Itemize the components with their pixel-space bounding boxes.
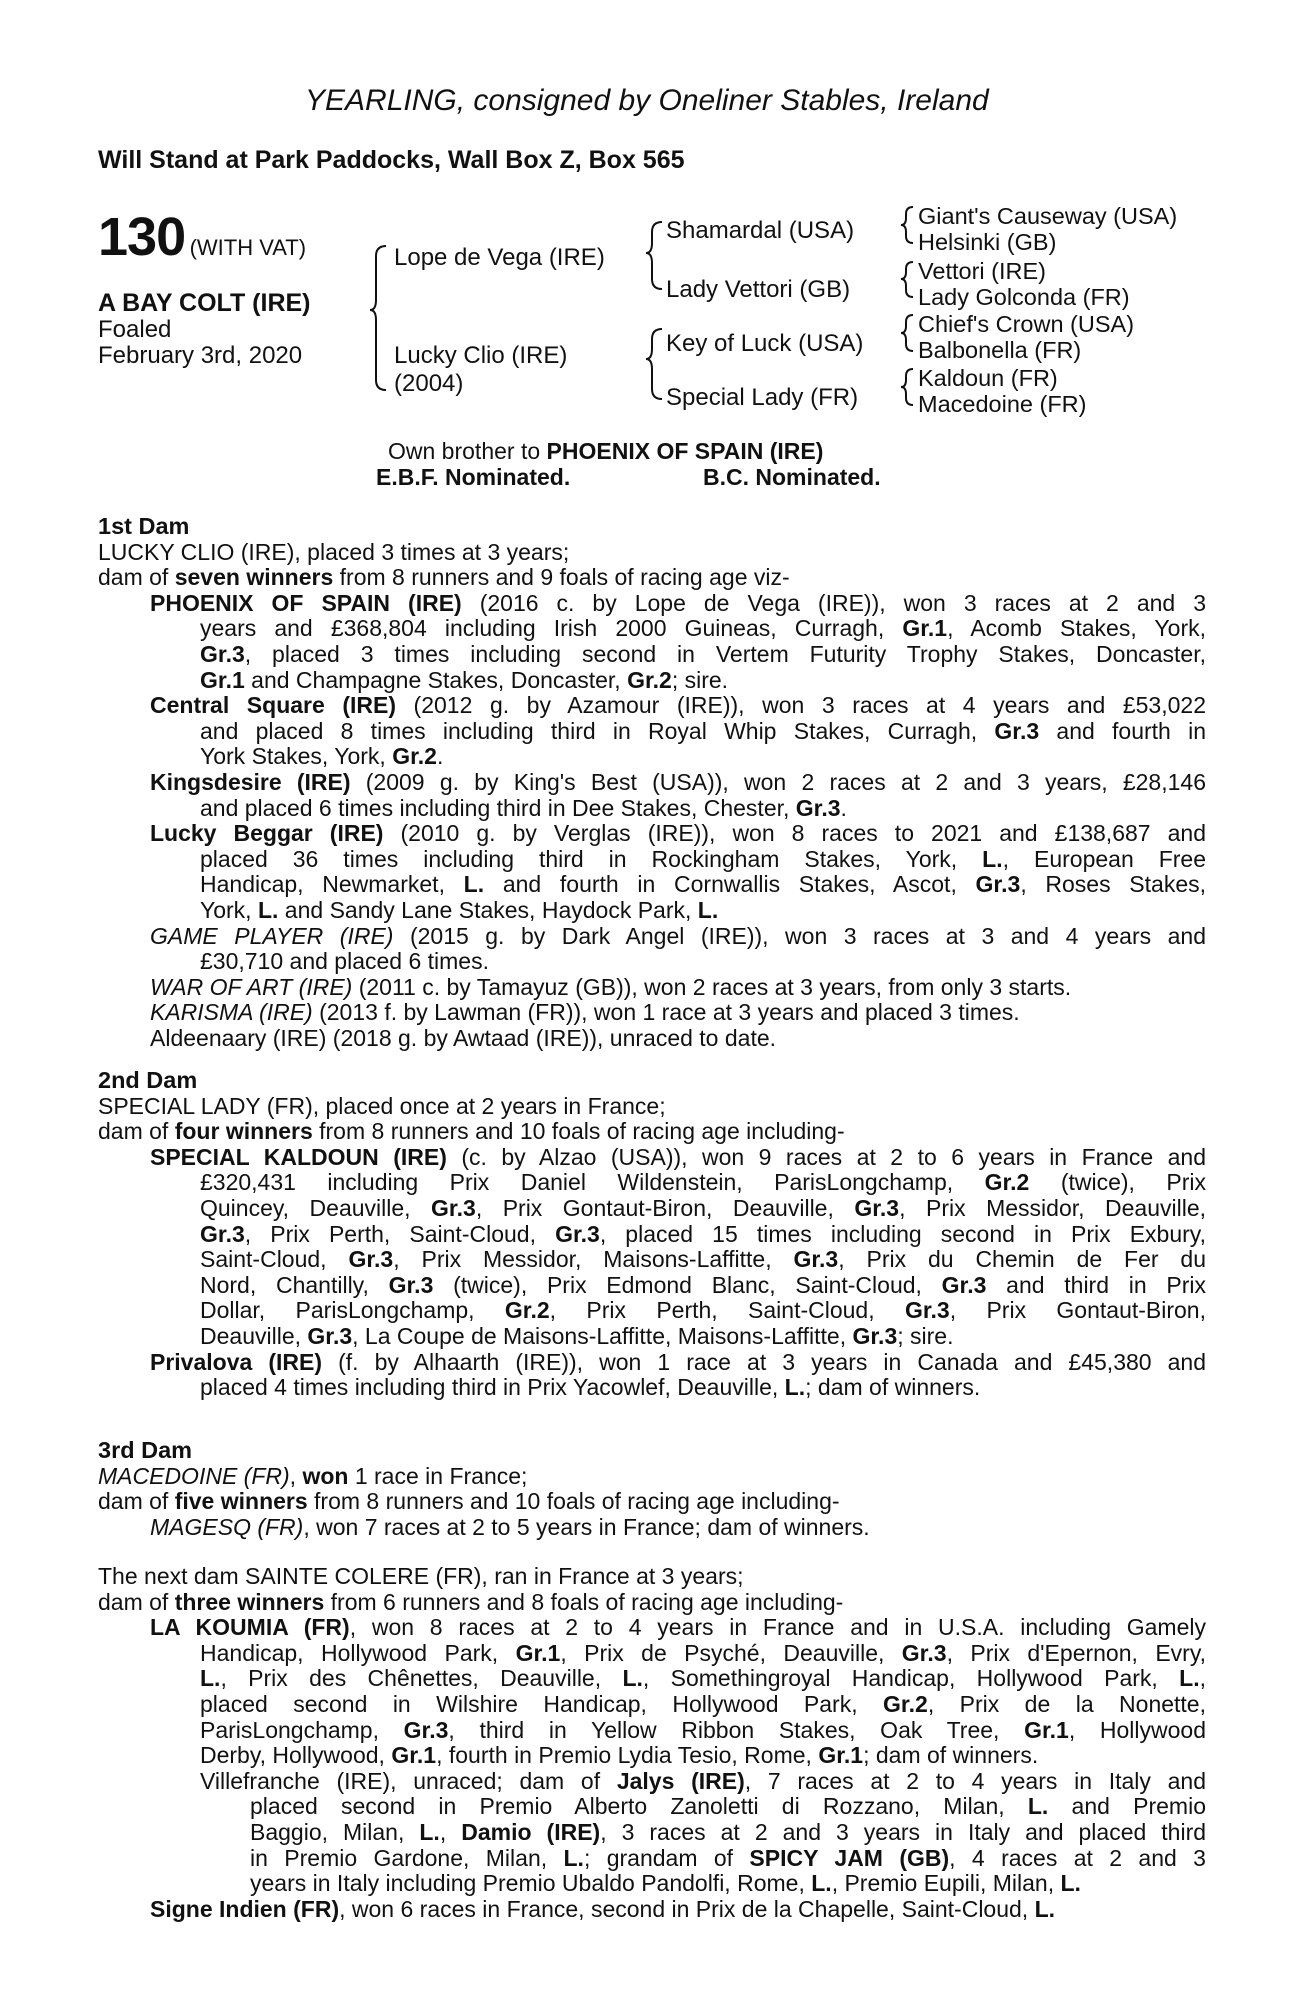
sire-sire-sire: Giant's Causeway (USA)	[918, 203, 1178, 229]
progeny-entry: Aldeenaary (IRE) (2018 g. by Awtaad (IRE)), unraced to date.	[150, 1024, 777, 1051]
dam-intro: SPECIAL LADY (FR), placed once at 2 years in France;	[98, 1092, 666, 1119]
progeny-name: Kingsdesire (IRE)	[150, 768, 351, 795]
progeny-name: PHOENIX OF SPAIN (IRE)	[150, 589, 462, 616]
progeny-name: WAR OF ART (IRE)	[150, 973, 353, 1000]
second-dam-section	[98, 1068, 1206, 1401]
first-dam-section	[98, 514, 1206, 1051]
dam-intro: The next dam SAINTE COLERE (FR), ran in France at 3 years;	[98, 1563, 744, 1589]
lot-number: 130	[98, 207, 186, 267]
sire: Lope de Vega (IRE)	[394, 244, 605, 271]
progeny-name: GAME PLAYER (IRE)	[150, 922, 394, 949]
dam-dam-dam: Macedoine (FR)	[918, 391, 1087, 417]
progeny-entry: Lucky Beggar (IRE) (2010 g. by Verglas (IRE)), won 8 races to 2021 and £138,687 and placed 36 times including third in Rockingham Stakes, York, L., European Free Handicap, Newmarket, L. and fourth in Cornwallis Stakes, Ascot, Gr.3, Roses Stakes, York, L. and Sandy Lane Stakes, Haydock Park, L.	[150, 820, 1206, 923]
progeny-entry: GAME PLAYER (IRE) (2015 g. by Dark Angel (IRE)), won 3 races at 3 and 4 years and £30,710 and placed 6 times.	[150, 922, 1206, 975]
catalogue-header: YEARLING, consigned by Oneliner Stables, Ireland	[305, 84, 989, 117]
sire-dam-sire: Vettori (IRE)	[918, 258, 1046, 284]
foaled-label: Foaled	[98, 316, 172, 343]
horse-description: A BAY COLT (IRE)	[98, 289, 311, 317]
dam: Lucky Clio (IRE)	[394, 342, 568, 369]
progeny-entry: Privalova (IRE) (f. by Alhaarth (IRE)), won 1 race at 3 years in Canada and £45,380 and placed 4 times including third in Prix Yacowlef, Deauville, L.; dam of winners.	[150, 1348, 1206, 1401]
dam-dam-sire: Kaldoun (FR)	[918, 365, 1058, 391]
progeny-name: Central Square (IRE)	[150, 692, 396, 719]
ebf-nominated: E.B.F. Nominated.	[376, 464, 571, 490]
progeny-entry: MAGESQ (FR), won 7 races at 2 to 5 years in France; dam of winners.	[150, 1513, 870, 1540]
progeny-name: Signe Indien (FR)	[150, 1895, 340, 1922]
progeny-entry: KARISMA (IRE) (2013 f. by Lawman (FR)), won 1 race at 3 years and placed 3 times.	[150, 999, 1020, 1026]
progeny-entry: WAR OF ART (IRE) (2011 c. by Tamayuz (GB)), won 2 races at 3 years, from only 3 starts.	[150, 973, 1072, 1000]
progeny-name: KARISMA (IRE)	[150, 999, 313, 1026]
progeny-entry: Central Square (IRE) (2012 g. by Azamour (IRE)), won 3 races at 4 years and £53,022 and placed 8 times including third in Royal Whip Stakes, Curragh, Gr.3 and fourth in York Stakes, York, Gr.2.	[150, 692, 1206, 770]
sire-sire-dam: Helsinki (GB)	[918, 229, 1057, 255]
dam-sire-sire: Chief's Crown (USA)	[918, 311, 1135, 337]
own-brother-note	[388, 438, 823, 465]
section-heading: 2nd Dam	[98, 1067, 198, 1093]
bc-nominated: B.C. Nominated.	[703, 464, 881, 490]
sire-sire: Shamardal (USA)	[666, 217, 855, 244]
progeny-name: MAGESQ (FR)	[150, 1513, 304, 1540]
dam-sire: Key of Luck (USA)	[666, 330, 864, 357]
dam-year: (2004)	[394, 370, 464, 397]
dam-dam: Special Lady (FR)	[666, 384, 859, 411]
progeny-entry: Signe Indien (FR), won 6 races in France, second in Prix de la Chapelle, Saint-Cloud, L.	[150, 1895, 1056, 1922]
next-dam-section	[98, 1564, 1206, 1922]
own-brother-prefix: Own brother to	[388, 438, 547, 464]
progeny-name: SPECIAL KALDOUN (IRE)	[150, 1143, 447, 1170]
foaled-date: February 3rd, 2020	[98, 342, 303, 369]
dam-of-line: dam of seven winners from 8 runners and 9 foals of racing age viz-	[98, 564, 790, 591]
progeny-entry: SPECIAL KALDOUN (IRE) (c. by Alzao (USA)), won 9 races at 2 to 6 years in France and £320,431 including Prix Daniel Wildenstein, ParisLongchamp, Gr.2 (twice), Prix Quincey, Deauville, Gr.3, Prix Gontaut-Biron, Deauville, Gr.3, Prix Messidor, Deauville, Gr.3, Prix Perth, Saint-Cloud, Gr.3, placed 15 times including second in Prix Exbury, Saint-Cloud, Gr.3, Prix Messidor, Maisons-Laffitte, Gr.3, Prix du Chemin de Fer du Nord, Chantilly, Gr.3 (twice), Prix Edmond Blanc, Saint-Cloud, Gr.3 and third in Prix Dollar, ParisLongchamp, Gr.2, Prix Perth, Saint-Cloud, Gr.3, Prix Gontaut-Biron, Deauville, Gr.3, La Coupe de Maisons-Laffitte, Maisons-Laffitte, Gr.3; sire.	[150, 1143, 1207, 1349]
progeny-name: Lucky Beggar (IRE)	[150, 820, 384, 847]
progeny-name: Privalova (IRE)	[150, 1348, 323, 1375]
progeny-entry: Kingsdesire (IRE) (2009 g. by King's Best (USA)), won 2 races at 2 and 3 years, £28,146 and placed 6 times including third in Dee Stakes, Chester, Gr.3.	[150, 768, 1206, 821]
dam-of-line: dam of five winners from 8 runners and 10 foals of racing age including-	[98, 1488, 840, 1515]
dam-of-line: dam of four winners from 8 runners and 10 foals of racing age including-	[98, 1118, 845, 1145]
dam-of-line: dam of three winners from 6 runners and 8 foals of racing age including-	[98, 1588, 844, 1615]
sire-dam-dam: Lady Golconda (FR)	[918, 284, 1130, 310]
progeny-entry: PHOENIX OF SPAIN (IRE) (2016 c. by Lope de Vega (IRE)), won 3 races at 2 and 3 years and £368,804 including Irish 2000 Guineas, Curragh, Gr.1, Acomb Stakes, York, Gr.3, placed 3 times including second in Vertem Futurity Trophy Stakes, Doncaster, Gr.1 and Champagne Stakes, Doncaster, Gr.2; sire.	[150, 589, 1206, 693]
dam-sire-dam: Balbonella (FR)	[918, 337, 1082, 363]
progeny-entry: LA KOUMIA (FR), won 8 races at 2 to 4 years in France and in U.S.A. including Gamely Handicap, Hollywood Park, Gr.1, Prix de Psyché, Deauville, Gr.3, Prix d'Epernon, Evry, L., Prix des Chênettes, Deauville, L., Somethingroyal Handicap, Hollywood Park, L., placed second in Wilshire Handicap, Hollywood Park, Gr.2, Prix de la Nonette, ParisLongchamp, Gr.3, third in Yellow Ribbon Stakes, Oak Tree, Gr.1, Hollywood Derby, Hollywood, Gr.1, fourth in Premio Lydia Tesio, Rome, Gr.1; dam of winners.	[150, 1614, 1207, 1769]
vat-note: (WITH VAT)	[189, 235, 307, 260]
dam-intro: MACEDOINE (FR), won 1 race in France;	[98, 1462, 528, 1489]
third-dam-section	[98, 1438, 1206, 1540]
section-heading: 1st Dam	[98, 513, 190, 539]
sire-dam: Lady Vettori (GB)	[666, 276, 851, 303]
own-brother-name: PHOENIX OF SPAIN (IRE)	[546, 438, 824, 464]
stand-location: Will Stand at Park Paddocks, Wall Box Z, Box 565	[98, 146, 685, 174]
section-heading: 3rd Dam	[98, 1437, 193, 1463]
dam-intro: LUCKY CLIO (IRE), placed 3 times at 3 years;	[98, 538, 570, 565]
grand-progeny-entry: Villefranche (IRE), unraced; dam of Jalys (IRE), 7 races at 2 to 4 years in Italy and placed second in Premio Alberto Zanoletti di Rozzano, Milan, L. and Premio Baggio, Milan, L., Damio (IRE), 3 races at 2 and 3 years in Italy and placed third in Premio Gardone, Milan, L.; grandam of SPICY JAM (GB), 4 races at 2 and 3 years in Italy including Premio Ubaldo Pandolfi, Rome, L., Premio Eupili, Milan, L.	[200, 1767, 1207, 1897]
progeny-name: LA KOUMIA (FR)	[150, 1614, 350, 1641]
pedigree-brackets	[0, 0, 1314, 460]
